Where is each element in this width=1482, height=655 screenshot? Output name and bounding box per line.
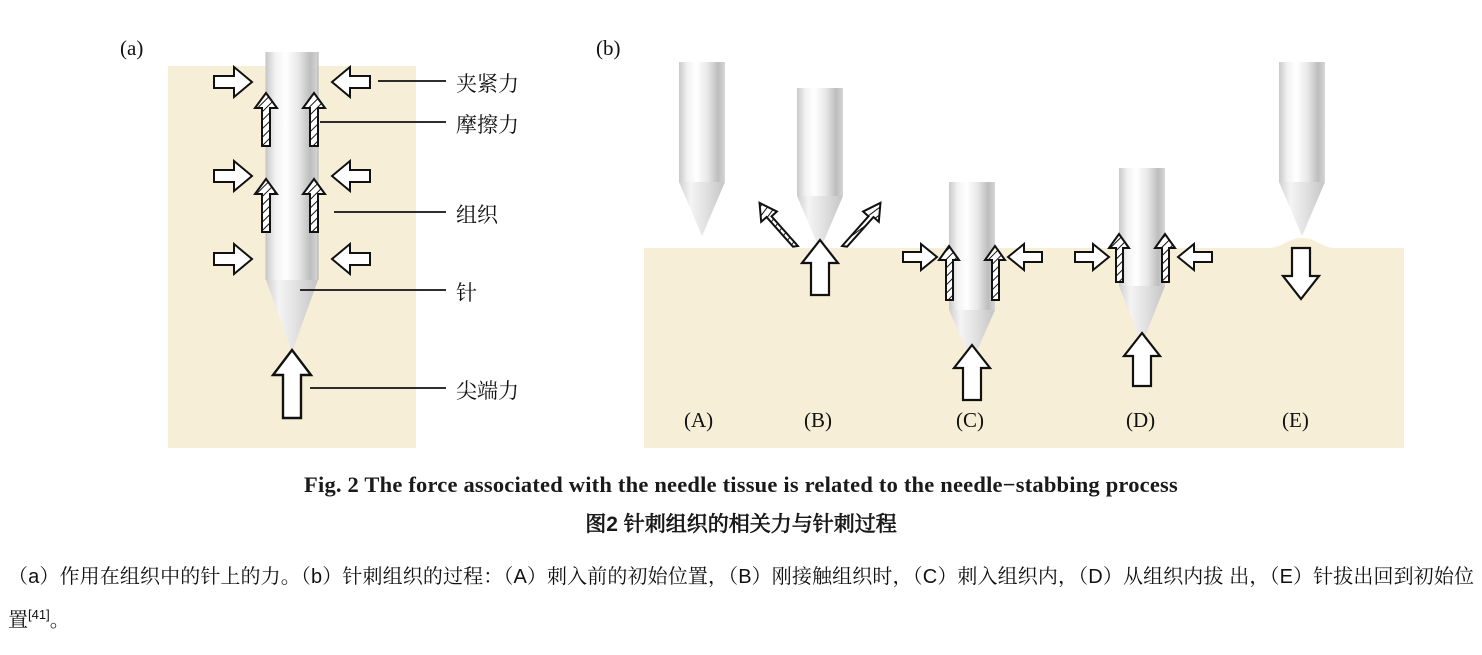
- callout-friction-force: 摩擦力: [456, 114, 519, 137]
- callout-tip-force: 尖端力: [456, 380, 519, 403]
- step-label-b: (B): [804, 408, 832, 432]
- leader-lines-a: [300, 81, 446, 388]
- step-label-e: (E): [1282, 408, 1309, 432]
- tip-force-arrow-a: [273, 350, 311, 418]
- callout-clamping-force: 夹紧力: [456, 73, 519, 96]
- needle-step-e: [1279, 62, 1325, 236]
- callout-needle: 针: [456, 282, 477, 305]
- step-label-a: (A): [684, 408, 714, 432]
- needle-step-b: [797, 88, 843, 250]
- figure-caption-chinese: 图2 针刺组织的相关力与针刺过程: [585, 513, 897, 536]
- step-label-c: (C): [956, 408, 984, 432]
- caption-body-line-2: 出，（E）针拔出回到初始位置: [8, 566, 1475, 632]
- callout-tissue: 组织: [456, 204, 498, 227]
- figure-caption-english: Fig. 2 The force associated with the needle tissue is related to the needle−stabbing process: [304, 472, 1178, 497]
- caption-body-line-1: （a）作用在组织中的针上的力。（b）针刺组织的过程：（A）刺入前的初始位置，（B）刚接触组织时，（C）刺入组织内，（D）从组织内拔: [8, 566, 1224, 588]
- step-label-d: (D): [1126, 408, 1156, 432]
- panel-b-label: (b): [596, 36, 621, 60]
- caption-reference: [41]: [28, 607, 50, 622]
- needle-step-a: [679, 62, 725, 236]
- figure-caption-body: [8, 558, 1474, 640]
- panel-a-label: (a): [120, 36, 144, 60]
- caption-body-line-2-end: 。: [49, 609, 70, 632]
